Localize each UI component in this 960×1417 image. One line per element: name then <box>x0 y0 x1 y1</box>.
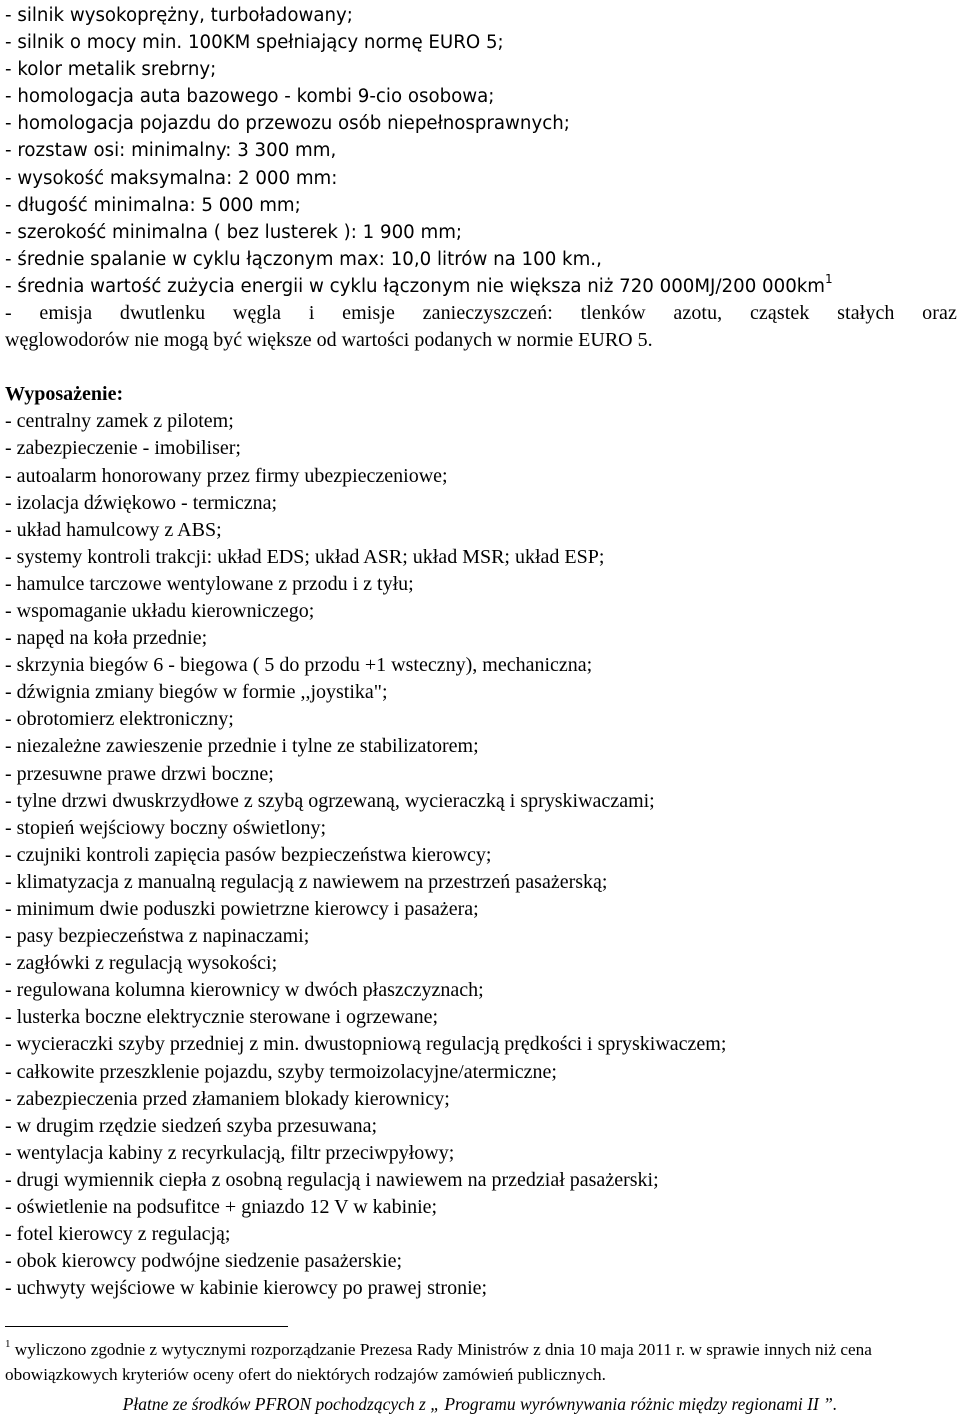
equipment-item: - hamulce tarczowe wentylowane z przodu i z tyłu; <box>5 572 414 595</box>
equipment-item: - obrotomierz elektroniczny; <box>5 708 234 731</box>
emission-line-1: - emisja dwutlenku węgla i emisje zanieczyszczeń: tlenków azotu, cząstek stałych oraz <box>5 302 957 325</box>
equipment-item: - napęd na koła przednie; <box>5 627 208 650</box>
equipment-item: - niezależne zawieszenie przednie i tylne ze stabilizatorem; <box>5 735 479 758</box>
equipment-item: - układ hamulcowy z ABS; <box>5 518 222 541</box>
equipment-list <box>5 408 957 1302</box>
equipment-item: - fotel kierowcy z regulacją; <box>5 1223 231 1246</box>
equipment-item: - uchwyty wejściowe w kabinie kierowcy po prawej stronie; <box>5 1277 488 1300</box>
spec-line: - silnik wysokoprężny, turboładowany; <box>5 5 353 26</box>
equipment-item: - pasy bezpieczeństwa z napinaczami; <box>5 925 310 948</box>
footnote <box>5 1337 935 1387</box>
footnote-marker: 1 <box>5 1338 11 1350</box>
equipment-item: - regulowana kolumna kierownicy w dwóch płaszczyznach; <box>5 979 484 1002</box>
equipment-item: - dźwignia zmiany biegów w formie ,,joystika"; <box>5 681 388 704</box>
footnote-text: wyliczono zgodnie z wytycznymi rozporządzanie Prezesa Rady Ministrów z dnia 10 maja 2011 r. w sprawie innych niż cena obowiązkowych kryteriów oceny ofert do niektórych rodzajów zamówień publicznych. <box>5 1340 872 1384</box>
equipment-item: - wentylacja kabiny z recyrkulacją, filtr przeciwpyłowy; <box>5 1141 455 1164</box>
equipment-item: - w drugim rzędzie siedzeń szyba przesuwana; <box>5 1114 378 1137</box>
equipment-item: - oświetlenie na podsufitce + gniazdo 12 V w kabinie; <box>5 1196 438 1219</box>
equipment-item: - izolacja dźwiękowo - termiczna; <box>5 491 278 514</box>
equipment-item: - systemy kontroli trakcji: układ EDS; układ ASR; układ MSR; układ ESP; <box>5 545 605 568</box>
equipment-item: - tylne drzwi dwuskrzydłowe z szybą ogrzewaną, wycieraczką i spryskiwaczami; <box>5 789 655 812</box>
funding-footer: Płatne ze środków PFRON pochodzących z „ Programu wyrównywania różnic między regionami II ”. <box>122 1394 838 1414</box>
equipment-item: - klimatyzacja z manualną regulacją z nawiewem na przestrzeń pasażerską; <box>5 870 608 893</box>
equipment-item: - przesuwne prawe drzwi boczne; <box>5 762 274 785</box>
spec-line: - wysokość maksymalna: 2 000 mm: <box>5 167 338 189</box>
equipment-item: - czujniki kontroli zapięcia pasów bezpieczeństwa kierowcy; <box>5 843 492 866</box>
equipment-item: - wycieraczki szyby przedniej z min. dwustopniową regulacją prędkości i spryskiwaczem; <box>5 1033 727 1056</box>
energy-consumption-line <box>5 273 957 300</box>
equipment-item: - obok kierowcy podwójne siedzenie pasażerskie; <box>5 1250 403 1273</box>
emission-line-2: węglowodorów nie mogą być większe od wartości podanych w normie EURO 5. <box>5 329 653 352</box>
spec-line: - silnik o mocy min. 100KM spełniający normę EURO 5; <box>5 32 504 54</box>
equipment-item: - zabezpieczenie - imobiliser; <box>5 437 241 460</box>
equipment-item: - drugi wymiennik ciepła z osobną regulacją i nawiewem na przedział pasażerski; <box>5 1168 659 1191</box>
equipment-item: - autoalarm honorowany przez firmy ubezpieczeniowe; <box>5 464 448 487</box>
footnote-separator <box>5 1326 288 1327</box>
footnote-ref-marker: 1 <box>825 271 833 286</box>
equipment-item: - stopień wejściowy boczny oświetlony; <box>5 816 327 839</box>
document-page <box>5 2 957 1302</box>
equipment-heading: Wyposażenie: <box>5 383 124 406</box>
spec-line: - homologacja auta bazowego - kombi 9-cio osobowa; <box>5 86 495 108</box>
spec-line: - homologacja pojazdu do przewozu osób niepełnosprawnych; <box>5 113 570 135</box>
spec-line: - kolor metalik srebrny; <box>5 59 217 81</box>
equipment-item: - całkowite przeszklenie pojazdu, szyby termoizolacyjne/atermiczne; <box>5 1060 557 1083</box>
equipment-item: - minimum dwie poduszki powietrzne kierowcy i pasażera; <box>5 898 479 920</box>
equipment-item: - wspomaganie układu kierowniczego; <box>5 599 315 622</box>
equipment-item: - zabezpieczenia przed złamaniem blokady kierownicy; <box>5 1087 450 1110</box>
spec-line: - średnie spalanie w cyklu łączonym max: 10,0 litrów na 100 km., <box>5 248 602 270</box>
equipment-item: - skrzynia biegów 6 - biegowa ( 5 do przodu +1 wsteczny), mechaniczna; <box>5 654 593 677</box>
spec-line: - szerokość minimalna ( bez lusterek ): 1 900 mm; <box>5 221 463 243</box>
spec-line: - rozstaw osi: minimalny: 3 300 mm, <box>5 140 337 162</box>
energy-consumption-text: - średnia wartość zużycia energii w cyklu łączonym nie większa niż 720 000MJ/200 000km <box>5 275 826 297</box>
equipment-item: - zagłówki z regulacją wysokości; <box>5 952 278 975</box>
spec-line: - długość minimalna: 5 000 mm; <box>5 194 301 216</box>
equipment-item: - centralny zamek z pilotem; <box>5 410 234 433</box>
equipment-item: - lusterka boczne elektrycznie sterowane i ogrzewane; <box>5 1006 439 1029</box>
vehicle-spec-list <box>5 2 957 273</box>
